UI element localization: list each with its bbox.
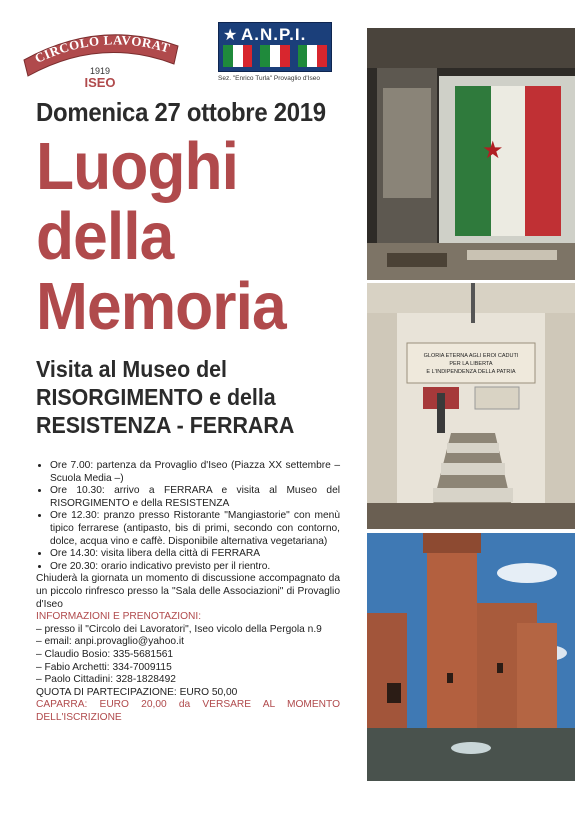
contact-phone: – Paolo Cittadini: 328-1828492 xyxy=(36,674,176,686)
schedule-item: • Ore 10.30: arrivo a FERRARA e visita al Museo del RISORGIMENTO e della RESISTENZA xyxy=(50,485,340,510)
event-subtitle xyxy=(36,355,294,439)
title-line: della xyxy=(36,199,174,274)
svg-text:CIRCOLO LAVORATORI xyxy=(18,24,172,66)
event-title xyxy=(36,129,286,344)
title-line: Memoria xyxy=(36,269,286,344)
circolo-logo-graphic xyxy=(18,24,183,90)
circolo-logo-year: 1919 xyxy=(89,66,111,76)
contact-line: – presso il "Circolo dei Lavoratori", Iseo vicolo della Pergola n.9 xyxy=(36,623,322,635)
italian-flag-icon xyxy=(298,45,327,67)
svg-text:E L'INDIPENDENZA DELLA PATRIA: E L'INDIPENDENZA DELLA PATRIA xyxy=(426,369,516,375)
event-date: Domenica 27 ottobre 2019 xyxy=(36,97,326,127)
contact-phone: – Claudio Bosio: 335-5681561 xyxy=(36,648,174,660)
circolo-logo-place: ISEO xyxy=(84,75,116,90)
title-line: Luoghi xyxy=(36,129,239,204)
info-heading: INFORMAZIONI E PRENOTAZIONI: xyxy=(36,611,202,623)
anpi-logo-text: A.N.P.I. xyxy=(241,25,307,44)
svg-text:★: ★ xyxy=(482,136,504,164)
svg-text:GLORIA ETERNA AGLI EROI CADUTI: GLORIA ETERNA AGLI EROI CADUTI xyxy=(423,353,519,359)
deposit-note: CAPARRA: EURO 20,00 da VERSARE AL MOMENTO DELL'ISCRIZIONE xyxy=(36,699,340,723)
circolo-logo-name: CIRCOLO LAVORAT xyxy=(32,32,172,66)
circolo-lavoratori-logo xyxy=(18,24,183,90)
schedule-list xyxy=(36,460,340,573)
participation-fee: QUOTA DI PARTECIPAZIONE: EURO 50,00 xyxy=(36,686,238,698)
subtitle-line: Visita al Museo del xyxy=(36,356,227,382)
schedule-item: • Ore 12.30: pranzo presso Ristorante "Mangiastorie" con menù tipico ferrarese (antipasto, bis di primi, secondo con contorno, dolce, acqua vino e caffè. Disponibile alternativa vegetariana) xyxy=(50,510,340,548)
anpi-logo-box xyxy=(218,22,332,72)
closing-note: Chiuderà la giornata un momento di discussione accompagnato da un piccolo rinfresco presso la "Sala delle Associazioni" di Provaglio d'Iseo xyxy=(36,573,340,610)
schedule-item: • Ore 7.00: partenza da Provaglio d'Iseo (Piazza XX settembre – Scuola Media –) xyxy=(50,460,340,485)
italian-flag-icon xyxy=(223,45,252,67)
italian-flag-icon xyxy=(260,45,289,67)
schedule-item: • Ore 14.30: visita libera della città di FERRARA xyxy=(50,548,340,561)
schedule-item: • Ore 20.30: orario indicativo previsto per il rientro. xyxy=(50,561,340,574)
anpi-section-name: Sez. "Enrico Turla" Provaglio d'Iseo xyxy=(218,75,320,82)
photo-museum-hall xyxy=(367,283,575,529)
anpi-logo xyxy=(218,22,338,82)
contact-phone: – Fabio Archetti: 334-7009115 xyxy=(36,661,172,673)
svg-text:PER LA LIBERTA: PER LA LIBERTA xyxy=(449,361,493,367)
subtitle-line: RISORGIMENTO e della xyxy=(36,384,276,410)
event-details xyxy=(36,460,340,724)
photo-castello-estense xyxy=(367,533,575,781)
photo-museum-flag xyxy=(367,28,575,280)
star-icon: ★ xyxy=(223,27,238,44)
italian-flags xyxy=(223,45,327,67)
contact-email[interactable]: – email: anpi.provaglio@yahoo.it xyxy=(36,636,184,648)
subtitle-line: RESISTENZA - FERRARA xyxy=(36,412,295,438)
